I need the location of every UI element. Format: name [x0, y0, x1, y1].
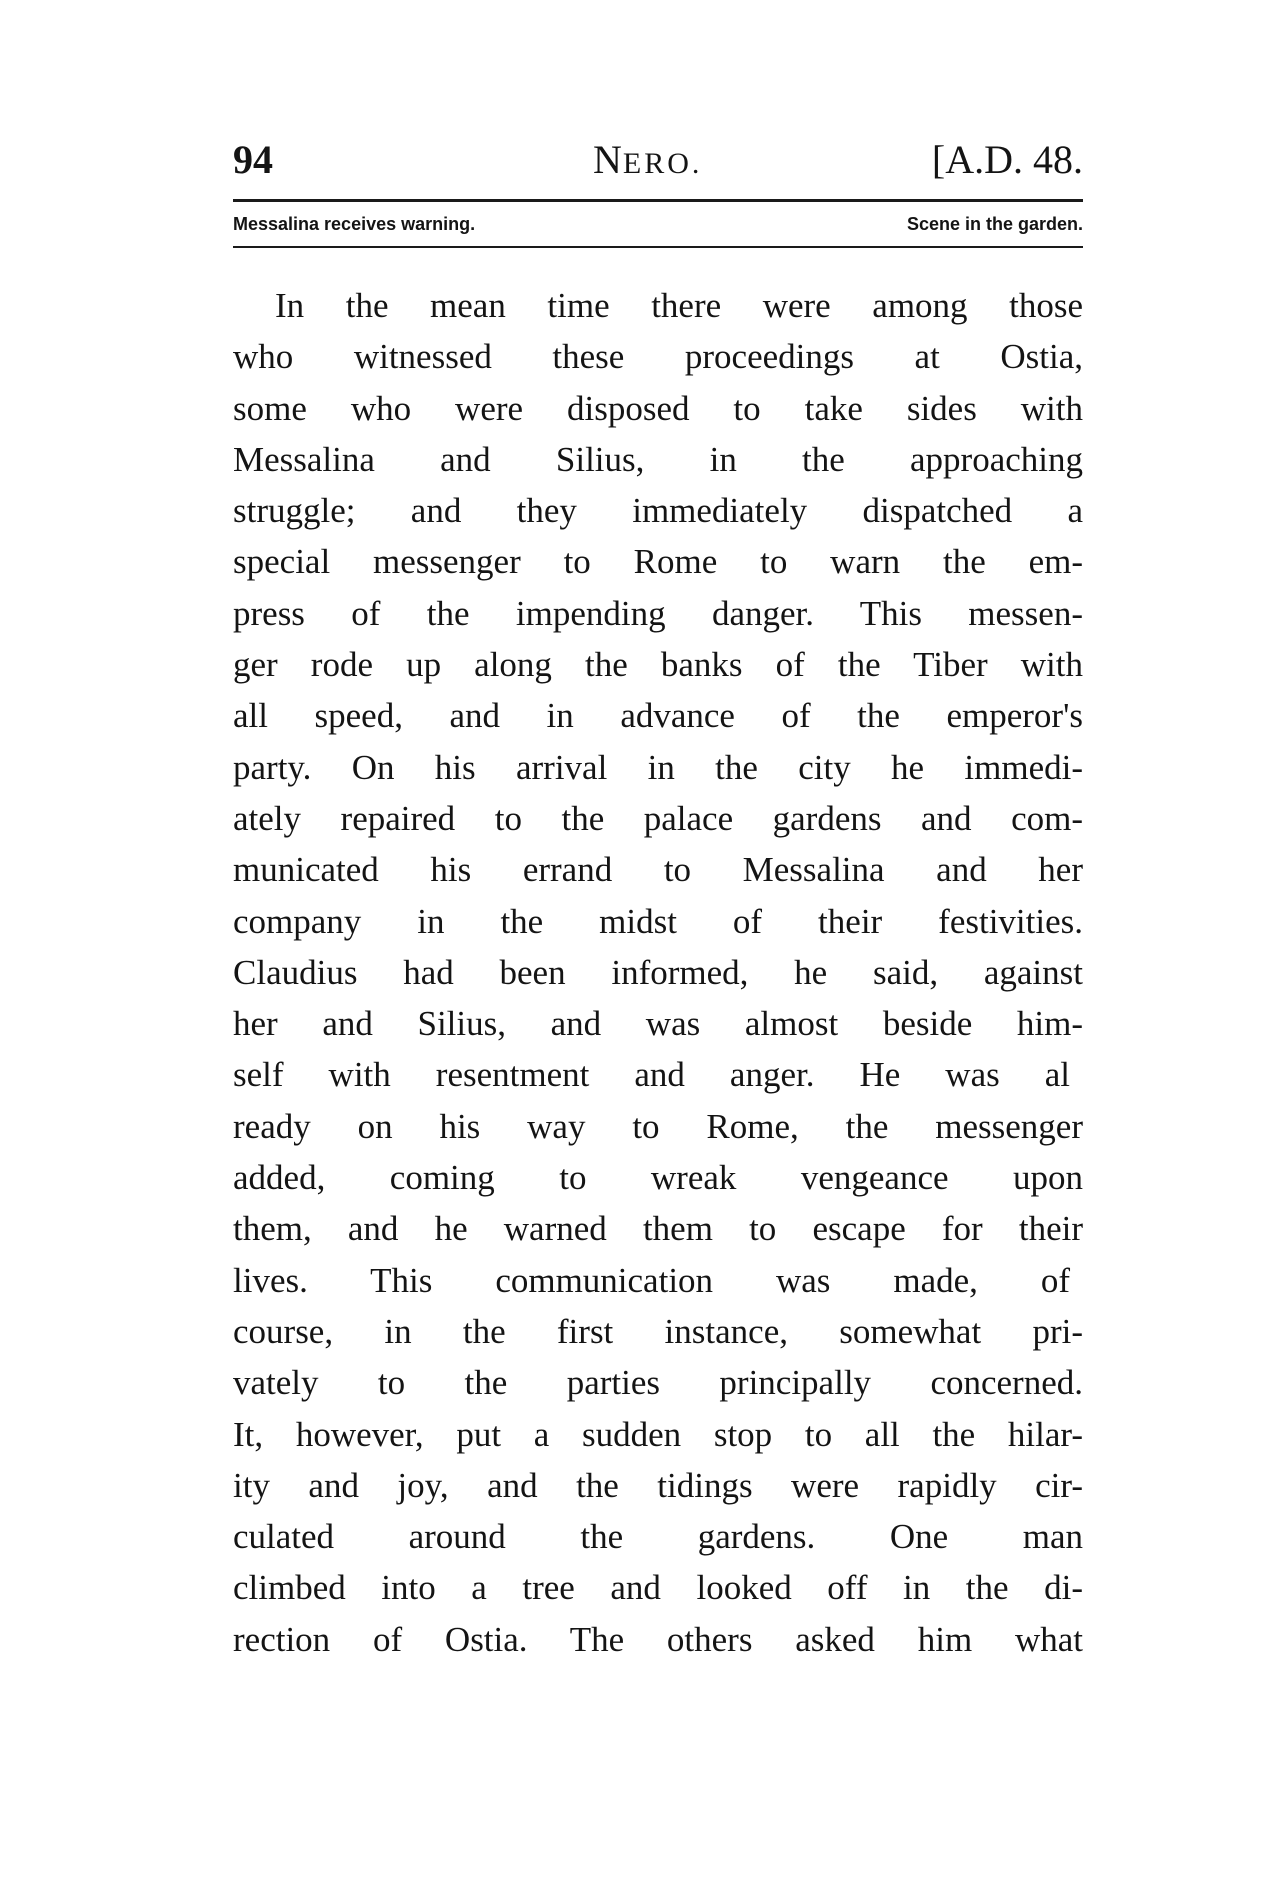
subhead-right: Scene in the garden. — [906, 214, 1083, 234]
text-line: culated around the gardens. One man — [233, 1517, 1083, 1557]
text-line: them, and he warned them to escape for their — [233, 1209, 1083, 1249]
text-line: special messenger to Rome to warn the em- — [233, 542, 1083, 582]
running-head — [233, 130, 1083, 190]
text-line: Messalina and Silius, in the approaching — [233, 439, 1083, 479]
running-date: [A.D. 48. — [931, 137, 1083, 182]
text-line: all speed, and in advance of the emperor's — [233, 696, 1083, 736]
marginal-subheads — [233, 206, 1083, 242]
text-line: press of the impending danger. This messen- — [233, 593, 1083, 633]
text-line: her and Silius, and was almost beside him- — [233, 1004, 1083, 1044]
text-line: Claudius had been informed, he said, against — [233, 952, 1083, 992]
header-rule-bottom — [233, 246, 1083, 248]
text-line: ger rode up along the banks of the Tiber with — [233, 645, 1083, 685]
text-line: ity and joy, and the tidings were rapidly cir- — [233, 1465, 1083, 1505]
running-title-initial: N — [593, 137, 623, 182]
text-line: In the mean time there were among those — [275, 286, 1083, 325]
text-line: course, in the first instance, somewhat pri- — [233, 1311, 1083, 1351]
text-line: ately repaired to the palace gardens and com- — [233, 798, 1083, 838]
text-line: some who were disposed to take sides with — [233, 388, 1083, 428]
page-number: 94 — [233, 137, 273, 182]
subhead-left: Messalina receives warning. — [233, 214, 476, 234]
text-line: lives. This communication was made, of — [233, 1260, 1070, 1300]
running-title-rest: ERO. — [622, 147, 703, 180]
text-line: municated his errand to Messalina and her — [233, 850, 1083, 890]
text-line: vately to the parties principally concerned. — [233, 1363, 1083, 1403]
text-line: climbed into a tree and looked off in the di- — [233, 1568, 1083, 1608]
text-line: company in the midst of their festivities. — [233, 901, 1083, 941]
text-line: party. On his arrival in the city he immedi- — [233, 747, 1083, 787]
running-title — [593, 130, 702, 194]
text-line: self with resentment and anger. He was al — [233, 1055, 1070, 1095]
text-line: It, however, put a sudden stop to all the hilar- — [233, 1414, 1083, 1454]
text-line: added, coming to wreak vengeance upon — [233, 1158, 1083, 1198]
text-line: struggle; and they immediately dispatched a — [233, 491, 1083, 531]
text-line: who witnessed these proceedings at Ostia, — [233, 337, 1083, 377]
body-text — [233, 280, 1083, 1665]
text-line: rection of Ostia. The others asked him what — [233, 1619, 1083, 1659]
text-line: ready on his way to Rome, the messenger — [233, 1106, 1083, 1146]
header-rule-top — [233, 199, 1083, 202]
